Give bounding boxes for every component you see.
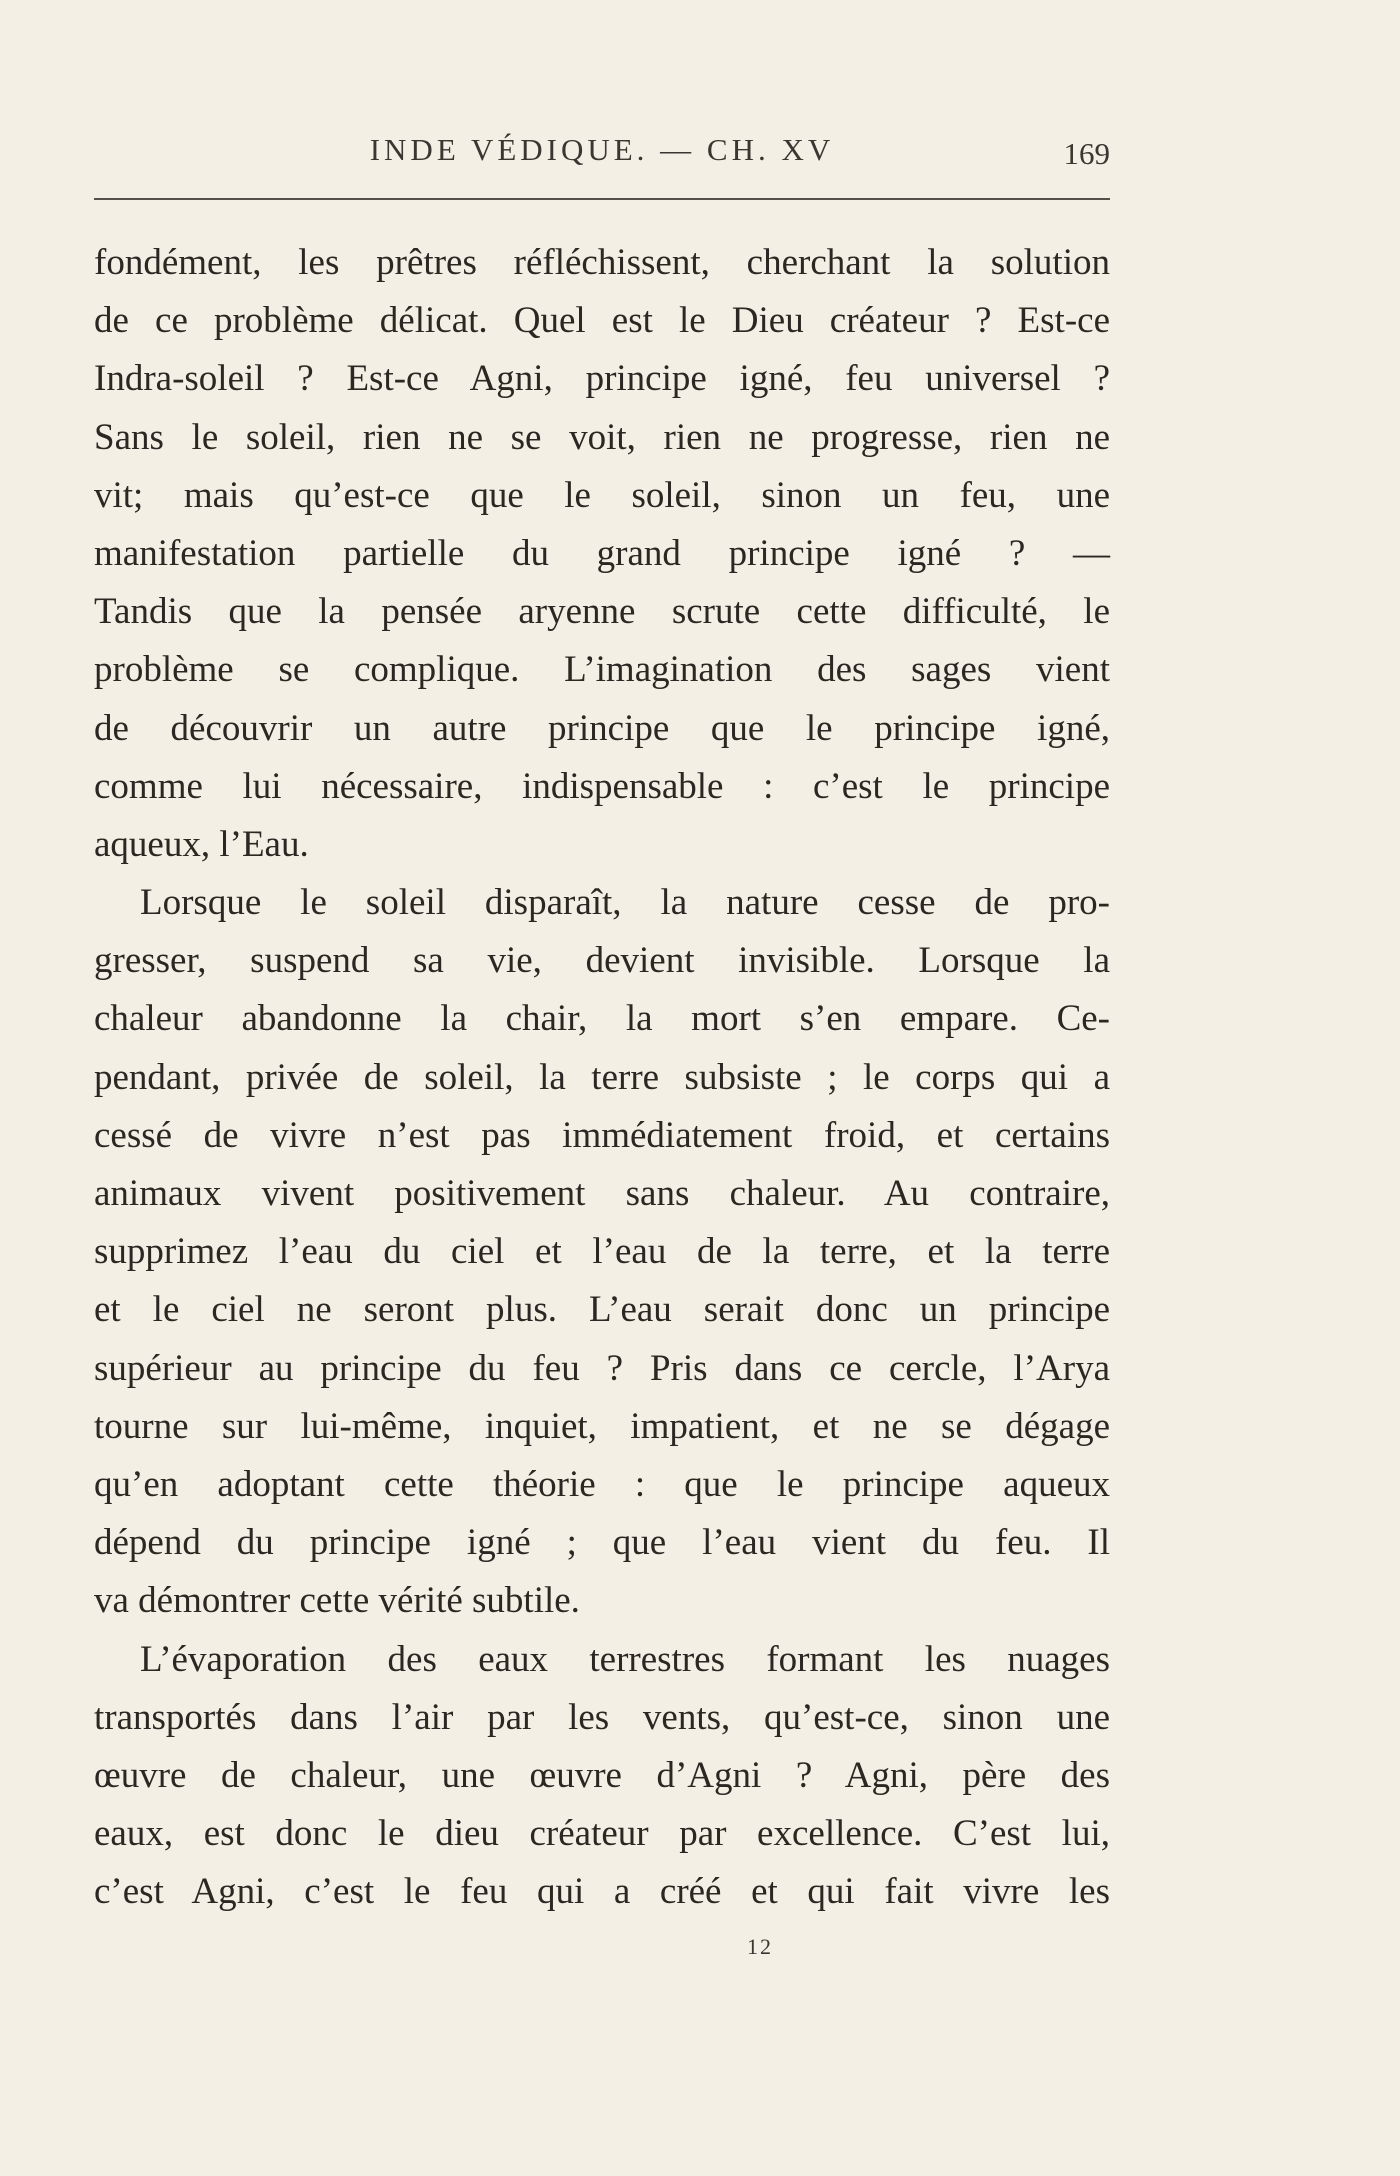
- text-line: va démontrer cette vérité subtile.: [94, 1580, 580, 1622]
- text-line: manifestation partielle du grand principe igné ? —: [94, 532, 1110, 574]
- body-text: [94, 234, 1110, 1921]
- header-rule: [94, 198, 1110, 200]
- text-line: Indra-soleil ? Est-ce Agni, principe igné, feu universel ?: [94, 358, 1110, 400]
- running-title: INDE VÉDIQUE. — CH. XV: [369, 132, 835, 167]
- text-line: pendant, privée de soleil, la terre subsiste ; le corps qui a: [94, 1056, 1110, 1098]
- text-line: problème se complique. L’imagination des sages vient: [94, 649, 1110, 691]
- text-line: transportés dans l’air par les vents, qu’est-ce, sinon une: [94, 1696, 1110, 1738]
- text-line: dépend du principe igné ; que l’eau vient du feu. Il: [94, 1522, 1110, 1564]
- text-line: de découvrir un autre principe que le principe igné,: [94, 707, 1110, 749]
- text-line: et le ciel ne seront plus. L’eau serait donc un principe: [94, 1289, 1110, 1331]
- text-line: c’est Agni, c’est le feu qui a créé et qui fait vivre les: [94, 1871, 1110, 1913]
- text-line: chaleur abandonne la chair, la mort s’en empare. Ce-: [94, 998, 1110, 1040]
- text-line: Tandis que la pensée aryenne scrute cette difficulté, le: [94, 591, 1110, 633]
- text-line: cessé de vivre n’est pas immédiatement froid, et certains: [94, 1114, 1110, 1156]
- text-line: vit; mais qu’est-ce que le soleil, sinon un feu, une: [94, 474, 1110, 516]
- text-line: supprimez l’eau du ciel et l’eau de la terre, et la terre: [94, 1231, 1110, 1273]
- text-line: eaux, est donc le dieu créateur par excellence. C’est lui,: [94, 1813, 1110, 1855]
- text-line: supérieur au principe du feu ? Pris dans ce cercle, l’Arya: [94, 1347, 1110, 1389]
- text-line: fondément, les prêtres réfléchissent, cherchant la solution: [94, 242, 1110, 283]
- text-line: comme lui nécessaire, indispensable : c’est le principe: [94, 765, 1110, 807]
- page-header: [94, 130, 1110, 178]
- text-line: de ce problème délicat. Quel est le Dieu créateur ? Est-ce: [94, 300, 1110, 342]
- text-line: Lorsque le soleil disparaît, la nature cesse de pro-: [140, 882, 1110, 924]
- text-line: œuvre de chaleur, une œuvre d’Agni ? Agni, père des: [94, 1754, 1110, 1796]
- text-line: Sans le soleil, rien ne se voit, rien ne progresse, rien ne: [94, 416, 1110, 458]
- page-number: 169: [1063, 136, 1110, 171]
- text-line: animaux vivent positivement sans chaleur. Au contraire,: [94, 1173, 1110, 1214]
- signature-mark: 12: [747, 1934, 773, 1959]
- text-line: qu’en adoptant cette théorie : que le principe aqueux: [94, 1463, 1110, 1505]
- text-line: tourne sur lui-même, inquiet, impatient, et ne se dégage: [94, 1405, 1110, 1447]
- text-line: gresser, suspend sa vie, devient invisible. Lorsque la: [94, 940, 1110, 982]
- text-line: L’évaporation des eaux terrestres formant les nuages: [140, 1638, 1110, 1680]
- text-line: aqueux, l’Eau.: [94, 823, 309, 865]
